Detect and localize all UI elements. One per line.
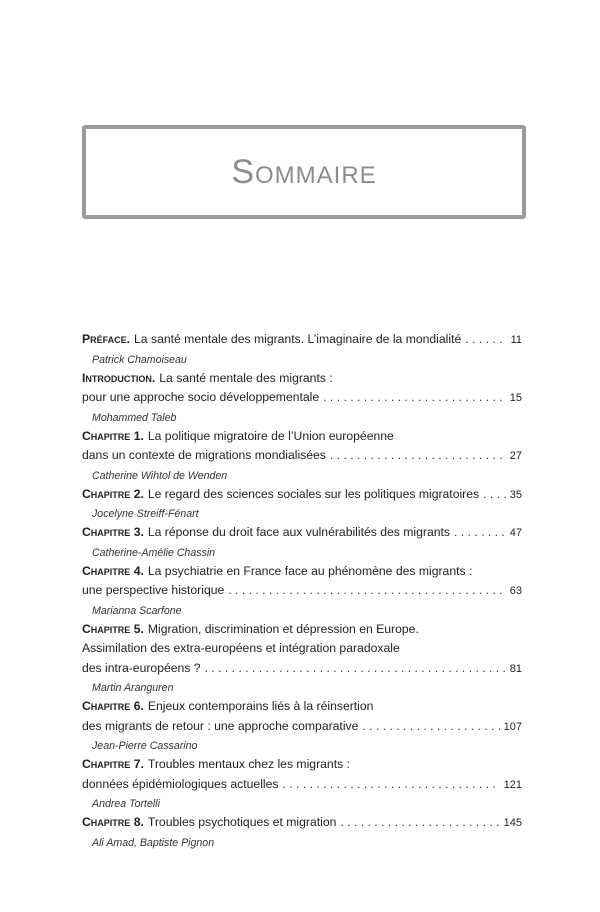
toc-entry: [82, 620, 522, 698]
toc-entry-label: Chapitre 1.: [82, 428, 144, 443]
toc-entry-label: Préface.: [82, 332, 131, 346]
page-number: 107: [503, 720, 522, 733]
toc-entry-title: Troubles psychotiques et migration: [147, 815, 337, 829]
toc-entry-label: Chapitre 3.: [82, 525, 144, 539]
toc-line: [82, 369, 522, 389]
page-number: 121: [503, 778, 522, 791]
page-number: 15: [509, 392, 522, 404]
dot-leader: [362, 717, 499, 737]
toc-entry-label: Chapitre 2.: [82, 486, 144, 501]
toc-entry-author: Mohammed Taleb: [92, 411, 177, 424]
toc-entry-title: La santé mentale des migrants. L’imaginaire de la mondialité: [134, 332, 462, 346]
toc-entry-title: pour une approche socio développementale: [82, 390, 320, 404]
toc-line: [82, 620, 522, 640]
dot-leader: [323, 388, 506, 408]
toc-entry-label: Chapitre 5.: [82, 621, 144, 636]
toc-entry-label: Chapitre 8.: [82, 815, 144, 829]
toc-line: [82, 388, 522, 409]
toc-entry-title: Migration, discrimination et dépression en Europe.: [147, 621, 419, 636]
page-number: 81: [509, 662, 522, 675]
toc-entry-author: Marianna Scarfone: [92, 604, 182, 617]
dot-leader: [465, 330, 506, 350]
toc-entry-label: Chapitre 7.: [82, 757, 144, 771]
toc-line: [82, 697, 522, 717]
toc-entry-label: Chapitre 4.: [82, 563, 144, 578]
toc-entry: [82, 427, 522, 485]
toc-entry-title: Enjeux contemporains liés à la réinsertion: [147, 699, 374, 713]
toc-entry-title: Troubles mentaux chez les migrants :: [147, 757, 350, 771]
dot-leader: [283, 775, 500, 795]
toc-line: [82, 581, 522, 602]
page-number: 47: [509, 527, 522, 539]
dot-leader: [340, 813, 499, 833]
toc-line: [82, 446, 522, 467]
toc-entry: [82, 813, 522, 852]
dot-leader: [228, 581, 505, 601]
toc-line: [82, 775, 522, 796]
toc-line: [82, 659, 522, 680]
toc-line: [82, 717, 522, 738]
toc-entry: [82, 755, 522, 813]
toc-entry-title: des migrants de retour : une approche comparative: [82, 718, 359, 733]
toc-entry-label: Chapitre 6.: [82, 699, 144, 713]
title-box: [82, 125, 526, 219]
toc-line: [82, 523, 522, 544]
toc-entry-title: La psychiatrie en France face au phénomène des migrants :: [147, 563, 473, 578]
dot-leader: [330, 446, 506, 466]
toc-line: [82, 427, 522, 447]
toc-entry-title: Assimilation des extra-européens et intégration paradoxale: [82, 641, 400, 655]
toc-entry-author: Andrea Tortelli: [92, 798, 160, 810]
toc-line: [82, 485, 522, 506]
dot-leader: [483, 485, 506, 505]
table-of-contents: [82, 330, 522, 852]
toc-entry-title: dans un contexte de migrations mondialisées: [82, 448, 326, 462]
toc-entry-title: La politique migratoire de l’Union européenne: [147, 428, 394, 443]
toc-entry-title: données épidémiologiques actuelles: [82, 776, 279, 791]
page-number: 35: [509, 488, 522, 501]
page-title: Sommaire: [231, 152, 377, 191]
dot-leader: [454, 523, 506, 543]
page-number: 63: [509, 585, 522, 597]
toc-entry-author: Jocelyne Streiff-Fénart: [92, 508, 199, 520]
toc-entry: [82, 562, 522, 620]
toc-entry-title: une perspective historique: [82, 583, 225, 597]
toc-entry: [82, 485, 522, 524]
toc-entry-title: des intra-européens ?: [82, 660, 201, 675]
toc-entry-author: Jean-Pierre Cassarino: [92, 740, 198, 752]
toc-line: [82, 562, 522, 582]
toc-line: [82, 755, 522, 775]
toc-entry: [82, 369, 522, 427]
toc-line: [82, 639, 522, 659]
dot-leader: [205, 659, 506, 679]
toc-entry-label: Introduction.: [82, 370, 156, 385]
toc-entry: [82, 697, 522, 755]
toc-entry-title: La santé mentale des migrants :: [159, 370, 333, 385]
toc-entry-title: Le regard des sciences sociales sur les politiques migratoires: [147, 486, 480, 501]
toc-line: [82, 813, 522, 834]
page-number: 27: [509, 450, 522, 462]
toc-entry-author: Martin Aranguren: [92, 682, 174, 694]
toc-entry: [82, 330, 522, 369]
page-number: 11: [510, 334, 522, 346]
toc-entry-author: Catherine Wihtol de Wenden: [92, 469, 228, 482]
toc-entry: [82, 523, 522, 562]
toc-line: [82, 330, 522, 351]
toc-entry-author: Ali Amad, Baptiste Pignon: [92, 836, 215, 849]
toc-entry-title: La réponse du droit face aux vulnérabilités des migrants: [147, 525, 451, 539]
toc-entry-author: Patrick Chamoiseau: [92, 353, 187, 366]
toc-entry-author: Catherine-Amélie Chassin: [92, 546, 216, 559]
page-number: 145: [503, 817, 522, 829]
